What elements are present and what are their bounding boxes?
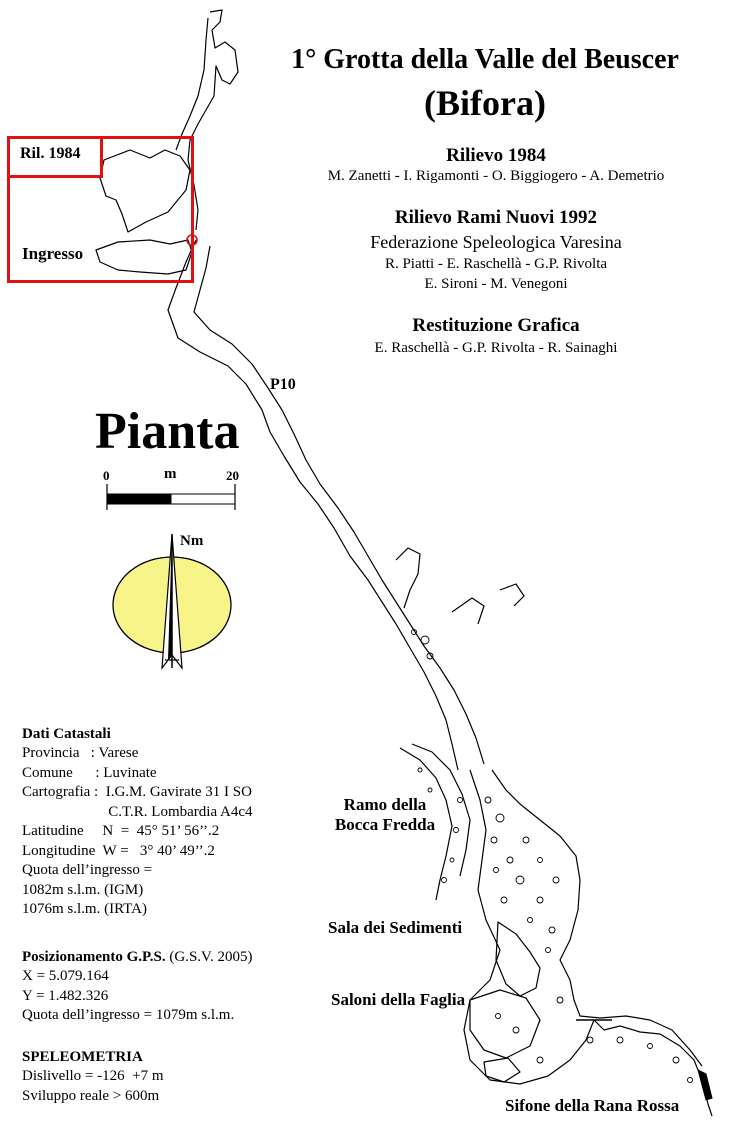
entrance-label: Ingresso — [22, 244, 84, 263]
scale-unit: m — [164, 466, 177, 482]
survey-1992-names-2: E. Sironi - M. Venegoni — [424, 276, 568, 292]
graphics-header: Restituzione Grafica — [412, 315, 580, 336]
speleometry-dislivello: Dislivello = -126 +7 m — [22, 1068, 164, 1084]
gps-quota: Quota dell’ingresso = 1079m s.l.m. — [22, 1007, 235, 1023]
gps-header: Posizionamento G.P.S. — [22, 948, 166, 965]
map-subtitle: (Bifora) — [424, 83, 546, 123]
inset-label: Ril. 1984 — [20, 145, 81, 162]
gps-header-row — [22, 948, 252, 968]
cadastral-comune: Comune : Luvinate — [22, 764, 157, 781]
gps-y: Y = 1.482.326 — [22, 987, 109, 1004]
map-title: 1° Grotta della Valle del Beuscer — [291, 44, 679, 75]
place-saloni-faglia: Saloni della Faglia — [331, 990, 466, 1009]
place-bocca-fredda-line2: Bocca Fredda — [334, 815, 436, 834]
scale-end: 20 — [226, 468, 239, 483]
shaft-label: P10 — [270, 376, 296, 393]
survey-1992-names-1: R. Piatti - E. Raschellà - G.P. Rivolta — [384, 256, 608, 272]
place-bocca-fredda-line1: Ramo della — [343, 795, 427, 814]
survey-1984-names: M. Zanetti - I. Rigamonti - O. Biggiogero - A. Demetrio — [327, 168, 665, 184]
cadastral-cartografia-1: Cartografia : I.G.M. Gavirate 31 I SO — [22, 784, 252, 800]
gps-x: X = 5.079.164 — [22, 968, 109, 984]
speleometry-data — [22, 1028, 164, 1126]
cadastral-provincia: Provincia : Varese — [22, 745, 139, 761]
survey-1992-header: Rilievo Rami Nuovi 1992 — [394, 207, 598, 228]
cadastral-latitude: Latitudine N = 45° 51’ 56’’.2 — [22, 823, 220, 839]
cadastral-data — [22, 705, 253, 939]
survey-1992-organization: Federazione Speleologica Varesina — [370, 232, 622, 252]
survey-1984-header: Rilievo 1984 — [446, 145, 546, 166]
cadastral-longitude: Longitudine W = 3° 40’ 49’’.2 — [22, 842, 215, 859]
north-label: Nm — [180, 533, 204, 549]
place-sala-sedimenti: Sala dei Sedimenti — [328, 918, 463, 937]
place-bocca-fredda — [325, 795, 445, 835]
cadastral-header: Dati Catastali — [22, 725, 111, 742]
speleometry-sviluppo: Sviluppo reale > 600m — [22, 1087, 160, 1104]
cadastral-quota-label: Quota dell’ingresso = — [22, 862, 153, 878]
cadastral-quota-igm: 1082m s.l.m. (IGM) — [22, 881, 144, 898]
place-sifone-rana-rossa: Sifone della Rana Rossa — [505, 1096, 680, 1115]
view-label: Pianta — [95, 403, 240, 460]
speleometry-header: SPELEOMETRIA — [22, 1048, 143, 1065]
graphics-names: E. Raschellà - G.P. Rivolta - R. Sainaghi — [374, 340, 618, 356]
scale-start: 0 — [103, 468, 110, 483]
gps-source: (G.S.V. 2005) — [165, 948, 253, 965]
cadastral-cartografia-2: C.T.R. Lombardia A4c4 — [22, 803, 253, 820]
cadastral-quota-irta: 1076m s.l.m. (IRTA) — [22, 901, 147, 917]
